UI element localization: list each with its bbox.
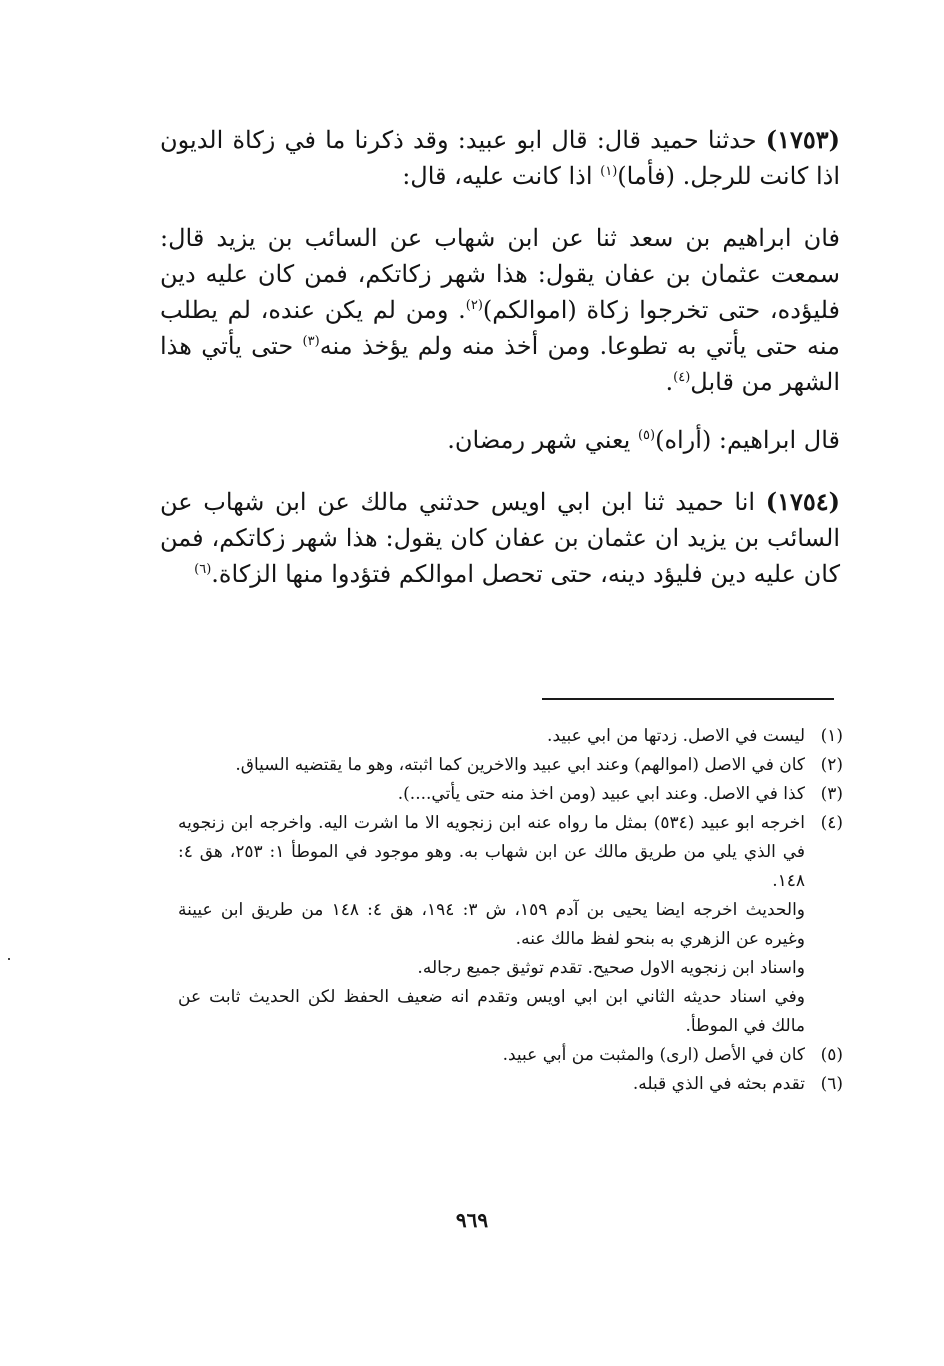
- text-run: اذا كانت عليه، قال:: [402, 162, 601, 190]
- footnote-number: (١): [820, 726, 843, 746]
- hadith-number: (١٧٥٤): [765, 487, 840, 516]
- text-run: .: [665, 368, 674, 396]
- footnote-body: [178, 722, 805, 751]
- footnote-body: [178, 751, 805, 780]
- text-run: يعني شهر رمضان.: [447, 426, 638, 454]
- footnote: [178, 809, 843, 1041]
- footnote-number: (٢): [820, 755, 843, 775]
- footnote: [178, 1041, 843, 1070]
- text-run: انا حميد ثنا ابن ابي اويس حدثني مالك عن ابن شهاب عن السائب بن يزيد ان عثمان بن عفان كان يقول: هذا شهر زكاتكم، فمن كان عليه دين فليؤد دينه، حتى تحصل اموالكم فتؤدوا منها الزكاة.: [160, 488, 840, 588]
- footnote-ref: (٤): [673, 370, 691, 385]
- text-run: . ومن لم يكن عنده، لم يطلب منه حتى يأتي به تطوعا. ومن أخذ منه ولم يؤخذ منه: [160, 296, 840, 360]
- footnote-text: تقدم بحثه في الذي قبله.: [632, 1074, 805, 1094]
- footnote-ref: (٦): [194, 562, 212, 577]
- footnote-body: [178, 1041, 805, 1070]
- footnote-text: والحديث اخرجه ايضا يحيى بن آدم ١٥٩، ش ٣: ١٩٤، هق ٤: ١٤٨ من طريق ابن عيينة وغيره عن الزهري به بنحو لفظ مالك عنه.: [178, 900, 806, 949]
- text-run: حتى يأتي هذا الشهر من قابل: [160, 332, 840, 396]
- footnote-number: (٤): [820, 813, 843, 833]
- footnote: [178, 722, 843, 751]
- page-number: ٩٦٩: [455, 1208, 489, 1232]
- footnote: [178, 1070, 843, 1099]
- footnote-text: كان في الأصل (ارى) والمثبت من أبي عبيد.: [502, 1045, 805, 1065]
- text-run: فان ابراهيم بن سعد ثنا عن ابن شهاب عن السائب بن يزيد قال: سمعت عثمان بن عفان يقول: هذا شهر زكاتكم، فمن كان عليه دين فليؤده، حتى تخرجوا زكاة (اموالكم): [160, 224, 840, 324]
- footnote-ref: (٣): [302, 334, 320, 349]
- hadith-1753: [160, 122, 840, 194]
- footnote-text: كذا في الاصل. وعند ابي عبيد (ومن اخذ منه حتى يأتي....).: [397, 784, 805, 804]
- footnote-ref: (٥): [637, 428, 656, 443]
- text-run: قال ابراهيم: (أراه): [655, 426, 840, 454]
- footnote: [178, 780, 843, 809]
- footnote-number: (٣): [820, 784, 843, 804]
- footnote-body: [178, 1070, 805, 1099]
- footnote-number: (٥): [820, 1045, 843, 1065]
- hadith-1754: [160, 484, 840, 592]
- footnotes: [178, 722, 843, 1099]
- text-run: حدثنا حميد قال: قال ابو عبيد: وقد ذكرنا ما في زكاة الديون اذا كانت للرجل. (فأما): [160, 126, 840, 190]
- footnote-ref: (١): [600, 164, 618, 179]
- paragraph: [160, 122, 840, 194]
- footnote-text: كان في الاصل (اموالهم) وعند ابي عبيد والاخرين كما اثبته، وهو ما يقتضيه السياق.: [235, 755, 805, 775]
- footnote: [178, 751, 843, 780]
- footnote-text: وفي اسناد حديثه الثاني ابن ابي اويس وتقدم انه ضعيف الحفظ لكن الحديث ثابت عن مالك في الموطأ.: [178, 987, 805, 1036]
- footnote-divider: [542, 698, 834, 700]
- paragraph: [160, 484, 840, 592]
- scan-speck: [8, 958, 10, 960]
- hadith-number: (١٧٥٣): [765, 125, 840, 154]
- footnote-text: اخرجه ابو عبيد (٥٣٤) بمثل ما رواه عنه ابن زنجويه الا ما اشرت اليه. واخرجه ابن زنجويه في الذي يلي من طريق مالك عن ابن شهاب به. وهو موجود في الموطأ ١: ٢٥٣، هق ٤: ١٤٨.: [178, 813, 805, 891]
- ibrahim-note: [160, 422, 840, 458]
- footnote-number: (٦): [820, 1074, 843, 1094]
- footnote-ref: (٢): [465, 298, 483, 313]
- footnote-body: [178, 780, 805, 809]
- paragraph: [160, 220, 840, 400]
- hadith-1753-continuation: [160, 220, 840, 400]
- footnote-body: [178, 809, 805, 1041]
- paragraph: [160, 422, 840, 458]
- footnote-text: ليست في الاصل. زدتها من ابي عبيد.: [547, 726, 805, 746]
- footnote-text: واسناد ابن زنجويه الاول صحيح. تقدم توثيق جميع رجاله.: [417, 958, 805, 978]
